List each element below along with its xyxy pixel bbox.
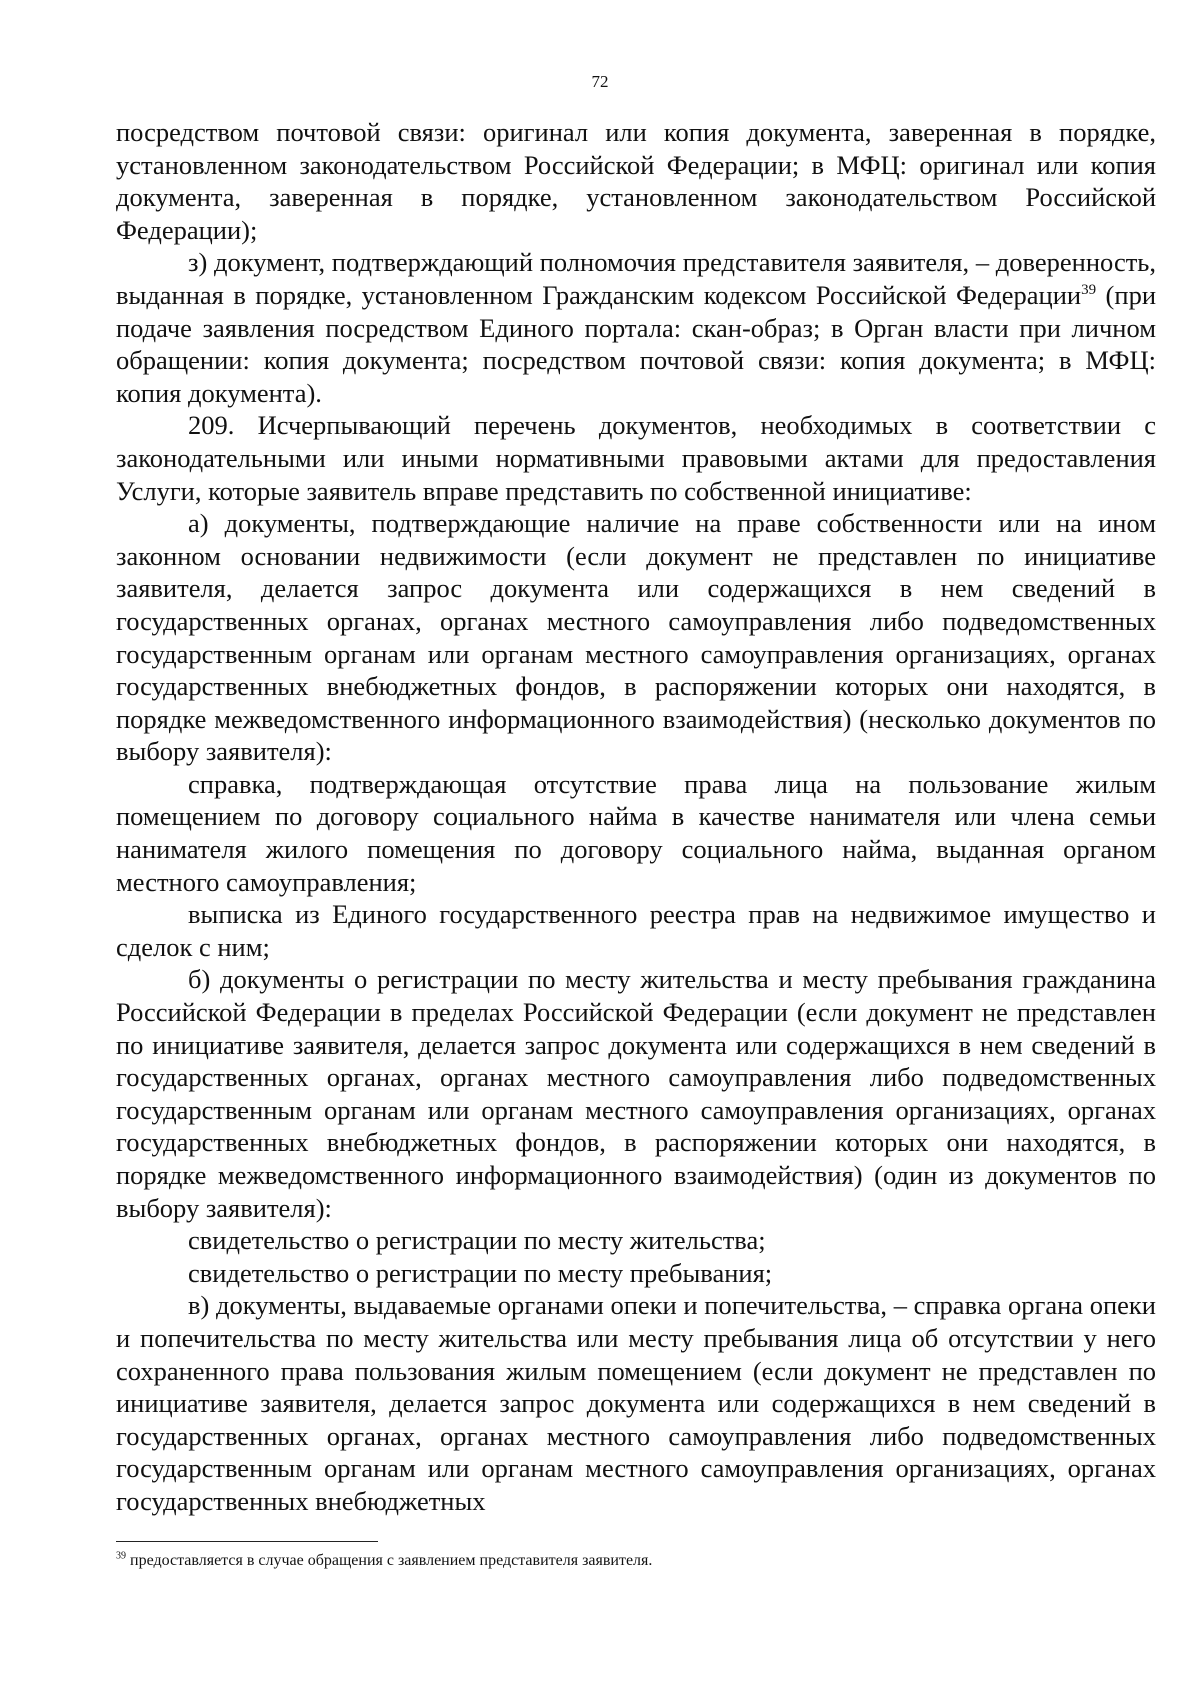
footnote-39 bbox=[116, 1551, 1156, 1571]
paragraph-z-text: з) документ, подтверждающий полномочия представителя заявителя, – доверенность, выданная в порядке, установленном Гражданским кодексом Российской Федерации bbox=[116, 247, 1156, 310]
list-item-residence-registration: свидетельство о регистрации по месту жительства; bbox=[188, 1225, 766, 1256]
paragraph-z-power-of-attorney bbox=[116, 246, 1156, 409]
paragraph-209: 209. Исчерпывающий перечень документов, необходимых в соответствии с законодательными или иными нормативными правовыми актами для предоставления Услуги, которые заявитель вправе представить по собственной инициативе: bbox=[116, 410, 1156, 506]
paragraph-b-registration-documents: б) документы о регистрации по месту жительства и месту пребывания гражданина Российской Федерации в пределах Российской Федерации (если документ не представлен по инициативе заявителя, делается запрос документа или содержащихся в нем сведений в государственных органах, органах местного самоуправления либо подведомственных государственным органам или органам местного самоуправления организациях, органах государственных внебюджетных фондов, в распоряжении которых они находятся, в порядке межведомственного информационного взаимодействия) (один из документов по выбору заявителя): bbox=[116, 964, 1156, 1223]
footnote-divider bbox=[116, 1541, 378, 1542]
body-text bbox=[116, 116, 1156, 1518]
paragraph-a-property-documents: а) документы, подтверждающие наличие на праве собственности или на ином законном основании недвижимости (если документ не представлен по инициативе заявителя, делается запрос документа или содержащихся в нем сведений в государственных органах, органах местного самоуправления либо подведомственных государственным органам или органам местного самоуправления организациях, органах государственных внебюджетных фондов, в распоряжении которых они находятся, в порядке межведомственного информационного взаимодействия) (несколько документов по выбору заявителя): bbox=[116, 508, 1156, 767]
list-item-stay-registration: свидетельство о регистрации по месту пребывания; bbox=[188, 1257, 773, 1288]
list-item-housing-certificate: справка, подтверждающая отсутствие права лица на пользование жилым помещением по договору социального найма в качестве нанимателя или члена семьи нанимателя жилого помещения по договору социального найма, выданная органом местного самоуправления; bbox=[116, 768, 1156, 897]
footnote-text: предоставляется в случае обращения с заявлением представителя заявителя. bbox=[126, 1552, 653, 1569]
footnote-reference-39[interactable]: 39 bbox=[1081, 282, 1097, 299]
footnote-marker: 39 bbox=[116, 1550, 126, 1562]
paragraph-continuation: посредством почтовой связи: оригинал или копия документа, заверенная в порядке, установленном законодательством Российской Федерации; в МФЦ: оригинал или копия документа, заверенная в порядке, установленном законодательством Российской Федерации); bbox=[116, 117, 1156, 245]
paragraph-z-text-after: (при подаче заявления посредством Единого портала: скан-образ; в Орган власти при личном обращении: копия документа; посредством почтовой связи: копия документа; в МФЦ: копия документа). bbox=[116, 279, 1156, 408]
paragraph-v-guardianship-documents: в) документы, выдаваемые органами опеки и попечительства, – справка органа опеки и попечительства по месту жительства или месту пребывания лица об отсутствии у него сохраненного права пользования жилым помещением (если документ не представлен по инициативе заявителя, делается запрос документа или содержащихся в нем сведений в государственных органах, органах местного самоуправления либо подведомственных государственным органам или органам местного самоуправления организациях, органах государственных внебюджетных bbox=[116, 1290, 1156, 1516]
list-item-registry-extract: выписка из Единого государственного реестра прав на недвижимое имущество и сделок с ним; bbox=[116, 899, 1156, 962]
page-number: 72 bbox=[591, 72, 609, 91]
